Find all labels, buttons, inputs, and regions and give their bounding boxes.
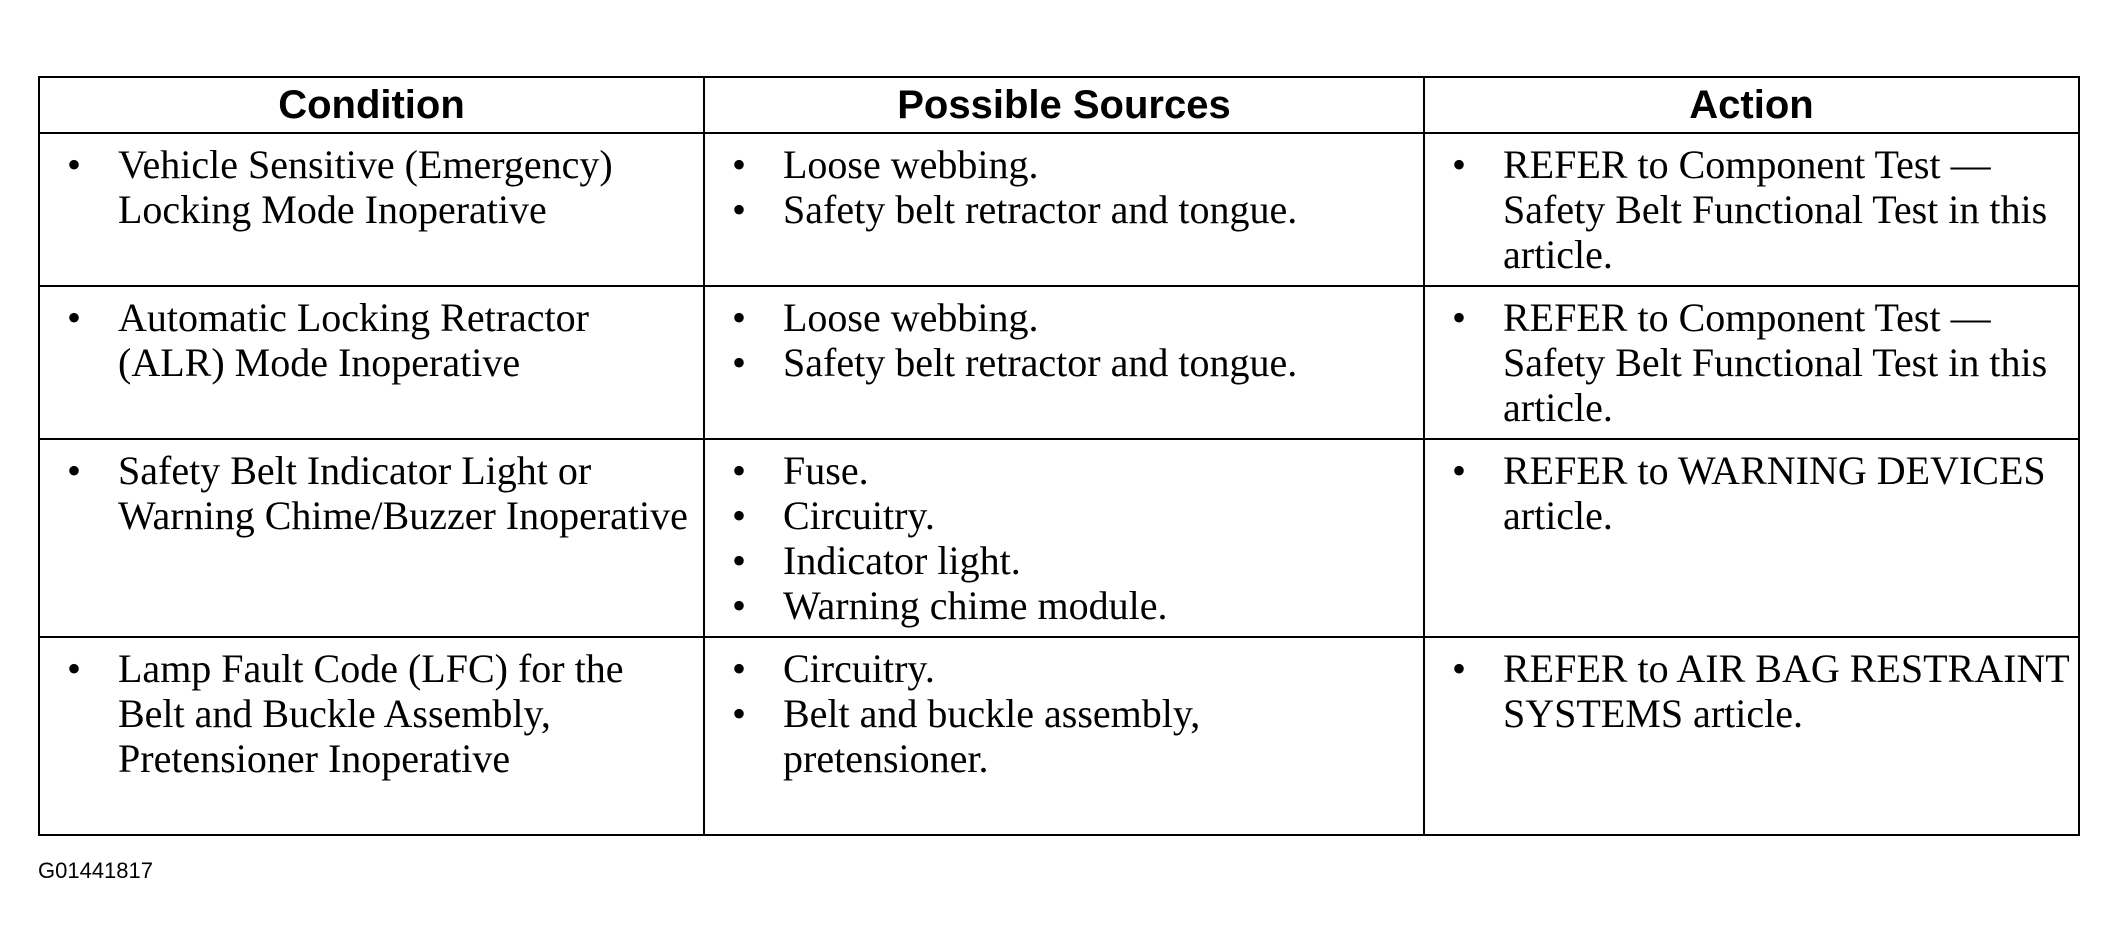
source-item [705,187,1415,232]
source-text: Safety belt retractor and tongue. [783,187,1298,232]
header-row [39,77,2079,133]
condition-cell [39,637,704,835]
bullet-icon: • [66,295,81,340]
action-text: REFER to AIR BAG RESTRAINT SYSTEMS article. [1503,646,2069,736]
source-item [705,583,1415,628]
condition-text: Automatic Locking Retractor (ALR) Mode Inoperative [118,295,589,385]
source-text: Circuitry. [783,646,935,691]
action-item [1425,448,2070,538]
bullet-icon: • [731,448,746,493]
bullet-icon: • [731,340,746,385]
table-row [39,637,2079,835]
condition-text: Lamp Fault Code (LFC) for the Belt and Buckle Assembly, Pretensioner Inoperative [118,646,624,781]
sources-cell [704,439,1424,637]
figure-code: G01441817 [38,858,153,883]
bullet-icon: • [731,691,746,736]
source-text: Warning chime module. [783,583,1168,628]
sources-cell [704,133,1424,286]
header-possible-sources: Possible Sources [704,77,1424,133]
source-text: Loose webbing. [783,142,1039,187]
sources-cell [704,286,1424,439]
condition-item [40,142,695,232]
condition-text: Vehicle Sensitive (Emergency) Locking Mode Inoperative [118,142,613,232]
source-item [705,340,1415,385]
bullet-icon: • [1451,142,1466,187]
action-item [1425,646,2070,736]
bullet-icon: • [731,142,746,187]
bullet-icon: • [731,493,746,538]
condition-text: Safety Belt Indicator Light or Warning Chime/Buzzer Inoperative [118,448,688,538]
table-row [39,439,2079,637]
source-text: Circuitry. [783,493,935,538]
header-condition: Condition [39,77,704,133]
diagnosis-table [38,76,2080,836]
bullet-icon: • [731,295,746,340]
bullet-icon: • [66,646,81,691]
source-item [705,448,1415,493]
condition-cell [39,286,704,439]
header-action: Action [1424,77,2079,133]
action-cell [1424,286,2079,439]
source-text: Safety belt retractor and tongue. [783,340,1298,385]
bullet-icon: • [1451,295,1466,340]
bullet-icon: • [66,448,81,493]
bullet-icon: • [1451,646,1466,691]
bullet-icon: • [66,142,81,187]
action-cell [1424,637,2079,835]
bullet-icon: • [731,646,746,691]
source-item [705,142,1415,187]
condition-cell [39,133,704,286]
action-text: REFER to WARNING DEVICES article. [1503,448,2046,538]
condition-item [40,295,695,385]
action-text: REFER to Component Test — Safety Belt Functional Test in this article. [1503,295,2048,430]
source-text: Fuse. [783,448,869,493]
action-item [1425,142,2070,277]
table-row [39,133,2079,286]
bullet-icon: • [731,583,746,628]
source-item [705,295,1415,340]
bullet-icon: • [731,187,746,232]
source-text: Loose webbing. [783,295,1039,340]
source-item [705,538,1415,583]
action-cell [1424,133,2079,286]
action-cell [1424,439,2079,637]
source-item [705,493,1415,538]
source-item [705,646,1415,691]
bullet-icon: • [1451,448,1466,493]
sources-cell [704,637,1424,835]
action-text: REFER to Component Test — Safety Belt Functional Test in this article. [1503,142,2048,277]
condition-item [40,646,695,781]
condition-item [40,448,695,538]
condition-cell [39,439,704,637]
table-row [39,286,2079,439]
source-item [705,691,1415,781]
source-text: Belt and buckle assembly, pretensioner. [783,691,1201,781]
action-item [1425,295,2070,430]
bullet-icon: • [731,538,746,583]
source-text: Indicator light. [783,538,1021,583]
